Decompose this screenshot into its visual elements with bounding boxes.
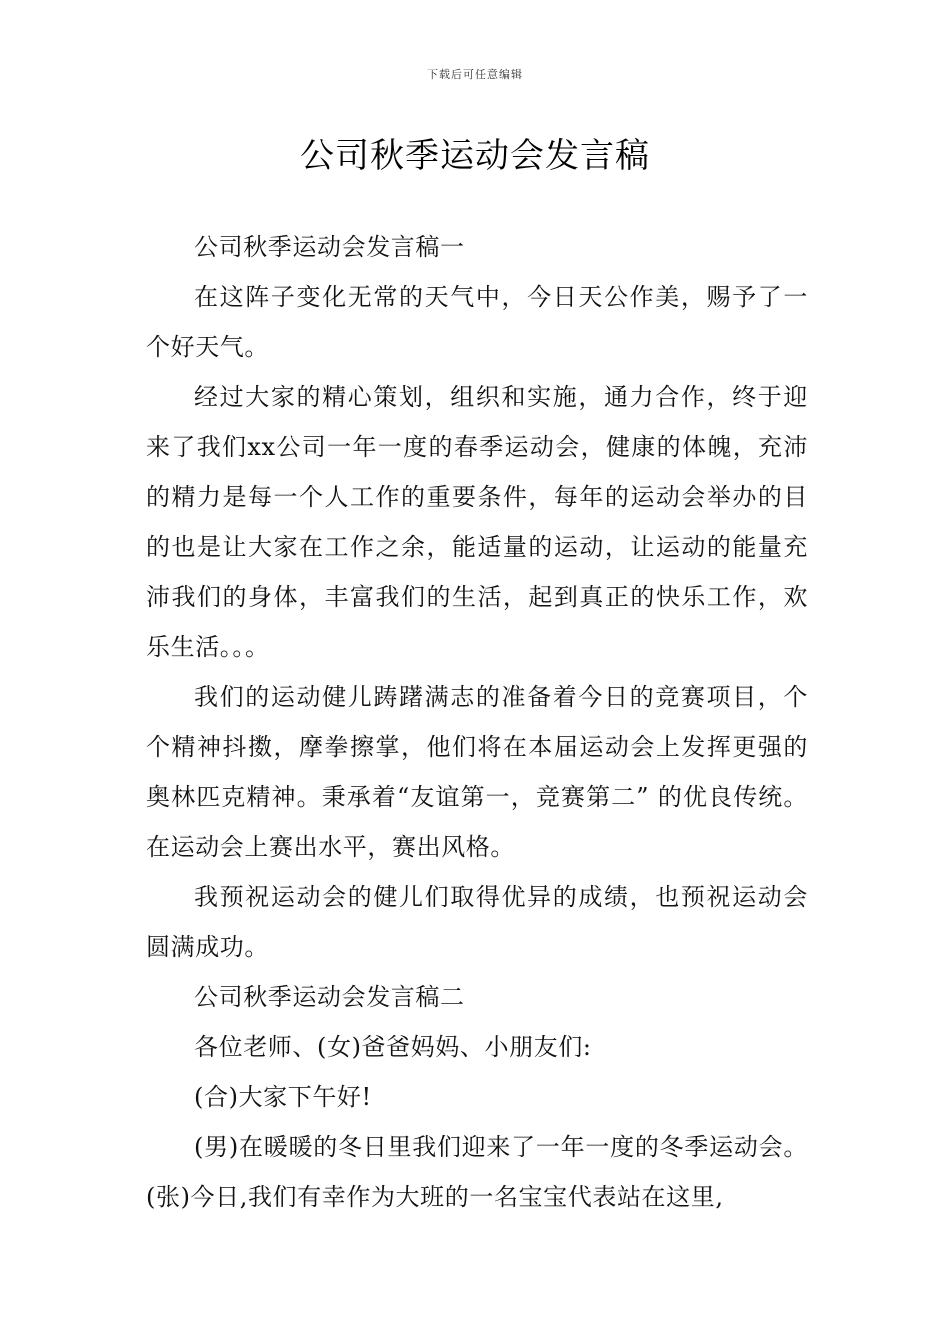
paragraph: (合)大家下午好! (194, 1083, 372, 1111)
paragraph: 经过大家的精心策划，组织和实施，通力合作，终于迎来了我们xx公司一年一度的春季运动会，健康的体魄，充沛的精力是每一个人工作的重要条件，每年的运动会举办的目的也是让大家在工作之余，能适量的运动，让运动的能量充沛我们的身体，丰富我们的生活，起到真正的快乐工作，欢乐生活。。。 (146, 383, 808, 661)
document-body (146, 222, 808, 1222)
paragraph-section-heading-2: 公司秋季运动会发言稿二 (194, 983, 465, 1011)
document-title: 公司秋季运动会发言稿 (300, 136, 650, 176)
paragraph: 我预祝运动会的健儿们取得优异的成绩，也预祝运动会圆满成功。 (146, 883, 808, 961)
paragraph: 各位老师、(女)爸爸妈妈、小朋友们: (194, 1033, 592, 1061)
paragraph-section-heading-1: 公司秋季运动会发言稿一 (194, 233, 465, 261)
paragraph: 我们的运动健儿踌躇满志的准备着今日的竞赛项目，个个精神抖擞，摩拳擦掌，他们将在本届运动会上发挥更强的奥林匹克精神。秉承着“友谊第一，竞赛第二” 的优良传统。在运动会上赛出水平，赛出风格。 (146, 683, 808, 861)
paragraph: 在这阵子变化无常的天气中，今日天公作美，赐予了一个好天气。 (146, 283, 808, 361)
header-note: 下载后可任意编辑 (427, 68, 523, 81)
paragraph: (男)在暖暖的冬日里我们迎来了一年一度的冬季运动会。(张)今日,我们有幸作为大班的一名宝宝代表站在这里, (146, 1133, 808, 1211)
